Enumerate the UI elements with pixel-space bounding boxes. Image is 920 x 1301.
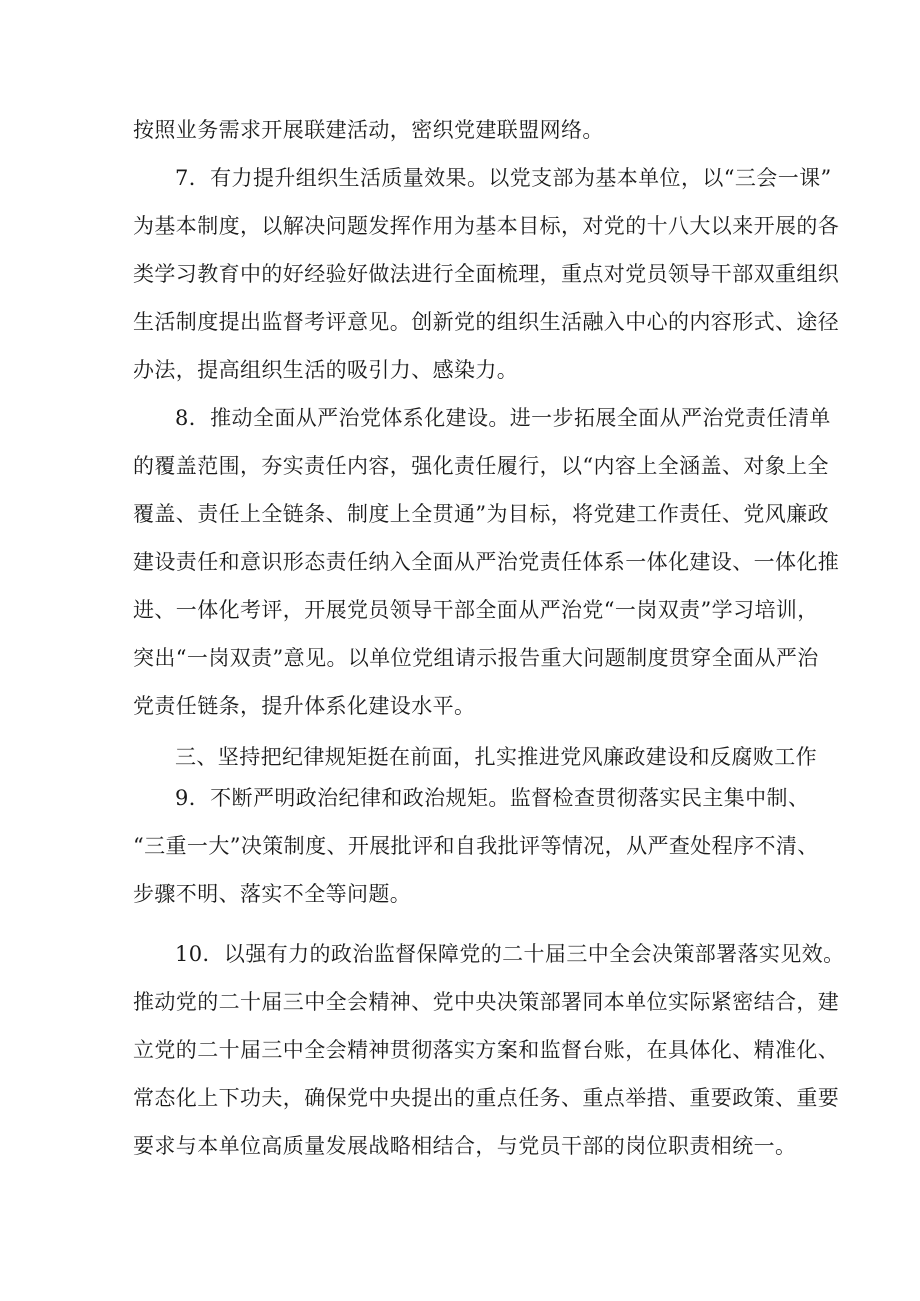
text-line: 7．有力提升组织生活质量效果。以党支部为基本单位，以“三会一课” <box>175 166 832 190</box>
text-line: “三重一大”决策制度、开展批评和自我批评等情况，从严查处程序不清、 <box>133 834 819 858</box>
text-line: 的覆盖范围，夯实责任内容，强化责任履行，以“内容上全涵盖、对象上全 <box>133 454 829 478</box>
text-line: 建设责任和意识形态责任纳入全面从严治党责任体系一体化建设、一体化推 <box>133 550 840 574</box>
text-line: 覆盖、责任上全链条、制度上全贯通”为目标，将党建工作责任、党风廉政 <box>133 502 829 526</box>
text-line: 生活制度提出监督考评意见。创新党的组织生活融入中心的内容形式、途径 <box>133 310 840 334</box>
section-heading: 三、坚持把纪律规矩挺在前面，扎实推进党风廉政建设和反腐败工作 <box>175 745 817 769</box>
text-line: 立党的二十届三中全会精神贯彻落实方案和监督台账，在具体化、精准化、 <box>133 1038 840 1062</box>
text-line: 常态化上下功夫，确保党中央提出的重点任务、重点举措、重要政策、重要 <box>133 1086 840 1110</box>
text-line: 突出“一岗双责”意见。以单位党组请示报告重大问题制度贯穿全面从严治 <box>133 646 819 670</box>
text-line: 步骤不明、落实不全等问题。 <box>133 882 412 906</box>
text-line: 按照业务需求开展联建活动，密织党建联盟网络。 <box>133 118 604 142</box>
text-line: 10．以强有力的政治监督保障党的二十届三中全会决策部署落实见效。 <box>175 942 845 966</box>
text-line: 为基本制度，以解决问题发挥作用为基本目标，对党的十八大以来开展的各 <box>133 214 840 238</box>
text-line: 推动党的二十届三中全会精神、党中央决策部署同本单位实际紧密结合，建 <box>133 990 840 1014</box>
text-line: 9．不断严明政治纪律和政治规矩。监督检查贯彻落实民主集中制、 <box>175 786 810 810</box>
text-line: 8．推动全面从严治党体系化建设。进一步拓展全面从严治党责任清单 <box>175 406 831 430</box>
text-line: 要求与本单位高质量发展战略相结合，与党员干部的岗位职责相统一。 <box>133 1134 797 1158</box>
text-line: 进、一体化考评，开展党员领导干部全面从严治党“一岗双责”学习培训， <box>133 598 819 622</box>
text-line: 办法，提高组织生活的吸引力、感染力。 <box>133 358 519 382</box>
text-line: 类学习教育中的好经验好做法进行全面梳理，重点对党员领导干部双重组织 <box>133 262 840 286</box>
text-line: 党责任链条，提升体系化建设水平。 <box>133 694 476 718</box>
